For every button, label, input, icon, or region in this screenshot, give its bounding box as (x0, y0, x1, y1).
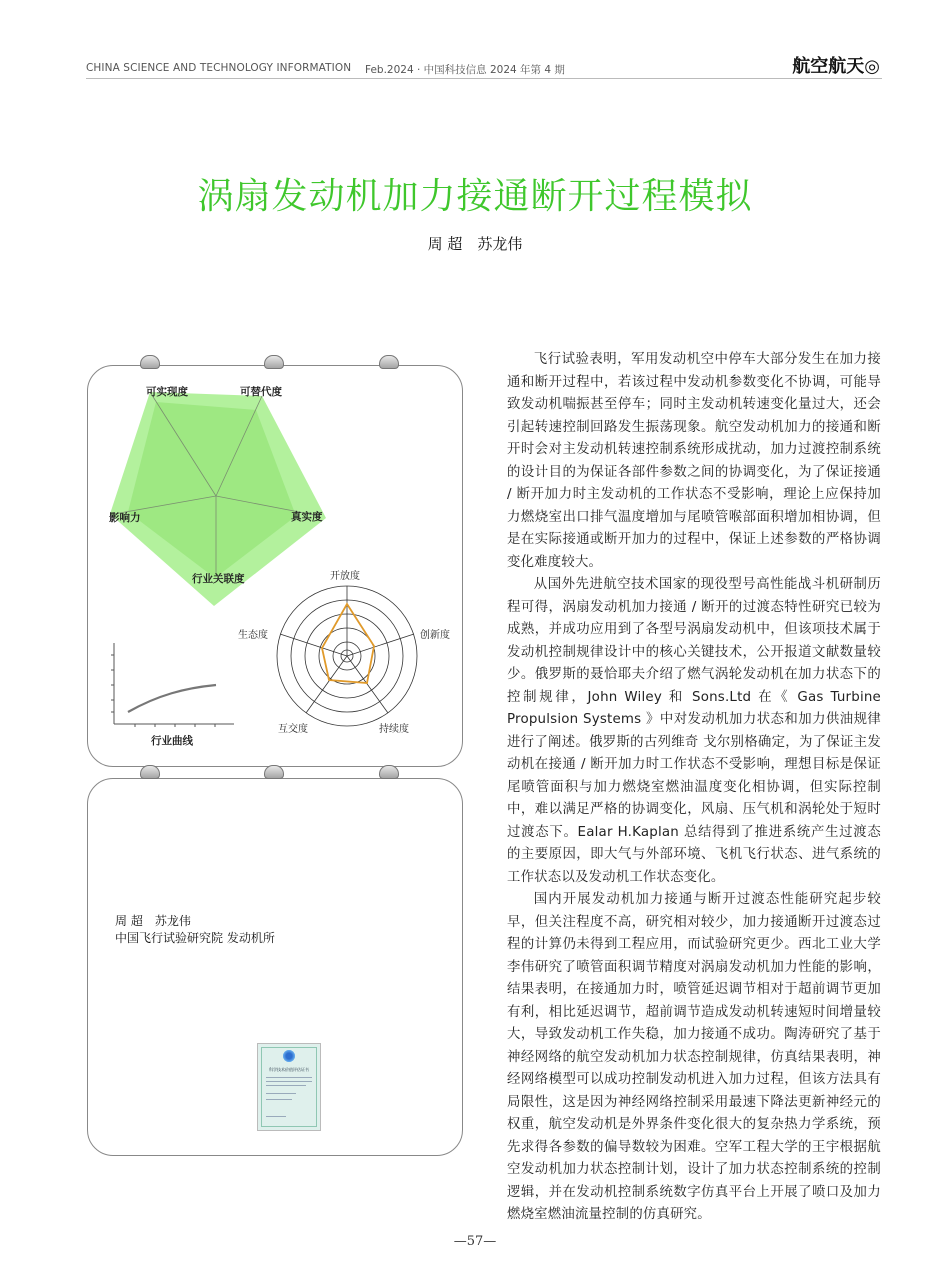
radar-label: 可实现度 (146, 386, 188, 398)
radar-label: 影响力 (109, 512, 141, 524)
small-radar-series (322, 604, 374, 683)
certificate-text-line (266, 1077, 312, 1078)
page-number: —57— (453, 1234, 497, 1249)
certificate-text-line (266, 1116, 286, 1117)
body-paragraph: 飞行试验表明，军用发动机空中停车大部分发生在加力接通和断开过程中，若该过程中发动机参数变化不协调，可能导致发动机喘振甚至停车；同时主发动机转速变化量过大，还会引起转速控制回路发生振荡现象。航空发动机加力的接通和断开时会对主发动机转速控制系统形成扰动，加力过渡控制系统的设计目的为保证各部件参数之间的协调变化，为了保证接通 / 断开加力时主发动机的工作状态不受影响，理论上应保持加力燃烧室出口排气温度增加与尾喷管喉部面积增加相协调，但是在实际接通或断开加力的过程中，保证上述参数的严格协调变化难度较大。 (507, 352, 881, 570)
body-paragraph: 国内开展发动机加力接通与断开过渡态性能研究起步较早，但关注程度不高，研究相对较少，加力接通断开过渡态过程的计算仍未得到工程应用，而试验研究更少。西北工业大学李伟研究了喷管面积调节精度对涡扇发动机加力性能的影响，结果表明，在接通加力时，喷管延迟调节相对于超前调节更加有利，相比延迟调节，超前调节造成发动机转速短时间增量较大，导致发动机工作失稳，加力接通不成功。陶涛研究了基于神经网络的航空发动机加力状态控制规律，仿真结果表明，神经网络模型可以成功控制发动机进入加力过程，但该方法具有局限性，这是因为神经网络控制采用最速下降法更新神经元的权重，航空发动机是外界条件变化很大的复杂热力学系统，预先求得各参数的偏导数较为困难。空军工程大学的王宇根据航空发动机加力状态控制计划，设计了加力状态控制系统的控制逻辑，并在发动机控制系统数字仿真平台上开展了喷口及加力燃烧室燃油流量控制的仿真研究。 (507, 892, 881, 1222)
certificate-image (257, 1043, 321, 1131)
certificate-title: 科学技术价值评估证书 (269, 1067, 309, 1072)
small-radar-label: 持续度 (379, 724, 409, 735)
line-chart-label: 行业曲线 (151, 735, 193, 747)
radar-label: 行业关联度 (192, 573, 245, 585)
affiliation-institution: 中国飞行试验研究院 发动机所 (115, 931, 275, 945)
certificate-text-line (266, 1099, 292, 1100)
article-authors: 周 超 苏龙伟 (427, 235, 523, 253)
section-label: 航空航天◎ (792, 56, 880, 77)
small-radar-label: 开放度 (330, 571, 360, 582)
affiliation-block (115, 913, 275, 947)
article-body (507, 349, 881, 1227)
radar-label: 真实度 (291, 511, 323, 523)
issue-info: Feb.2024 · 中国科技信息 2024 年第 4 期 (365, 64, 565, 76)
small-radar-grid (277, 586, 417, 726)
certificate-text-line (266, 1093, 296, 1094)
line-chart-curve (128, 685, 216, 712)
small-radar-label: 创新度 (420, 630, 450, 641)
small-radar-label: 生态度 (238, 630, 268, 641)
article-title: 涡扇发动机加力接通断开过程模拟 (197, 176, 753, 217)
journal-name-en: CHINA SCIENCE AND TECHNOLOGY INFORMATION (86, 62, 352, 74)
small-radar-label: 互交度 (278, 724, 308, 735)
certificate-text-line (266, 1085, 306, 1086)
radar-label: 可替代度 (240, 386, 282, 398)
emblem-icon (282, 1049, 296, 1063)
certificate-text-line (266, 1081, 312, 1082)
affiliation-names: 周 超 苏龙伟 (115, 914, 191, 928)
body-paragraph: 从国外先进航空技术国家的现役型号高性能战斗机研制历程可得，涡扇发动机加力接通 / 断开的过渡态特性研究已较为成熟，并成功应用到了各型号涡扇发动机中，但该项技术属于发动机控制规律设计中的核心关键技术，公开报道文献数量较少。俄罗斯的聂恰耶夫介绍了燃气涡轮发动机在加力状态下的控制规律，John Wiley 和 Sons.Ltd 在《 Gas Turbine Propulsion Systems 》中对发动机加力状态和加力供油规律进行了阐述。俄罗斯的古列维奇 戈尔别格确定，为了保证主发动机在接通 / 断开加力时工作状态不受影响，理想目标是保证尾喷管面积与加力燃烧室燃油温度变化相协调，但实际控制中，难以满足严格的协调变化，风扇、压气机和涡轮处于短时过渡态下。Ealar H.Kaplan 总结得到了推进系统产生过渡态的主要原因，即大气与外部环境、飞机飞行状态、进气系统的工作状态以及发动机工作状态变化。 (507, 577, 881, 885)
